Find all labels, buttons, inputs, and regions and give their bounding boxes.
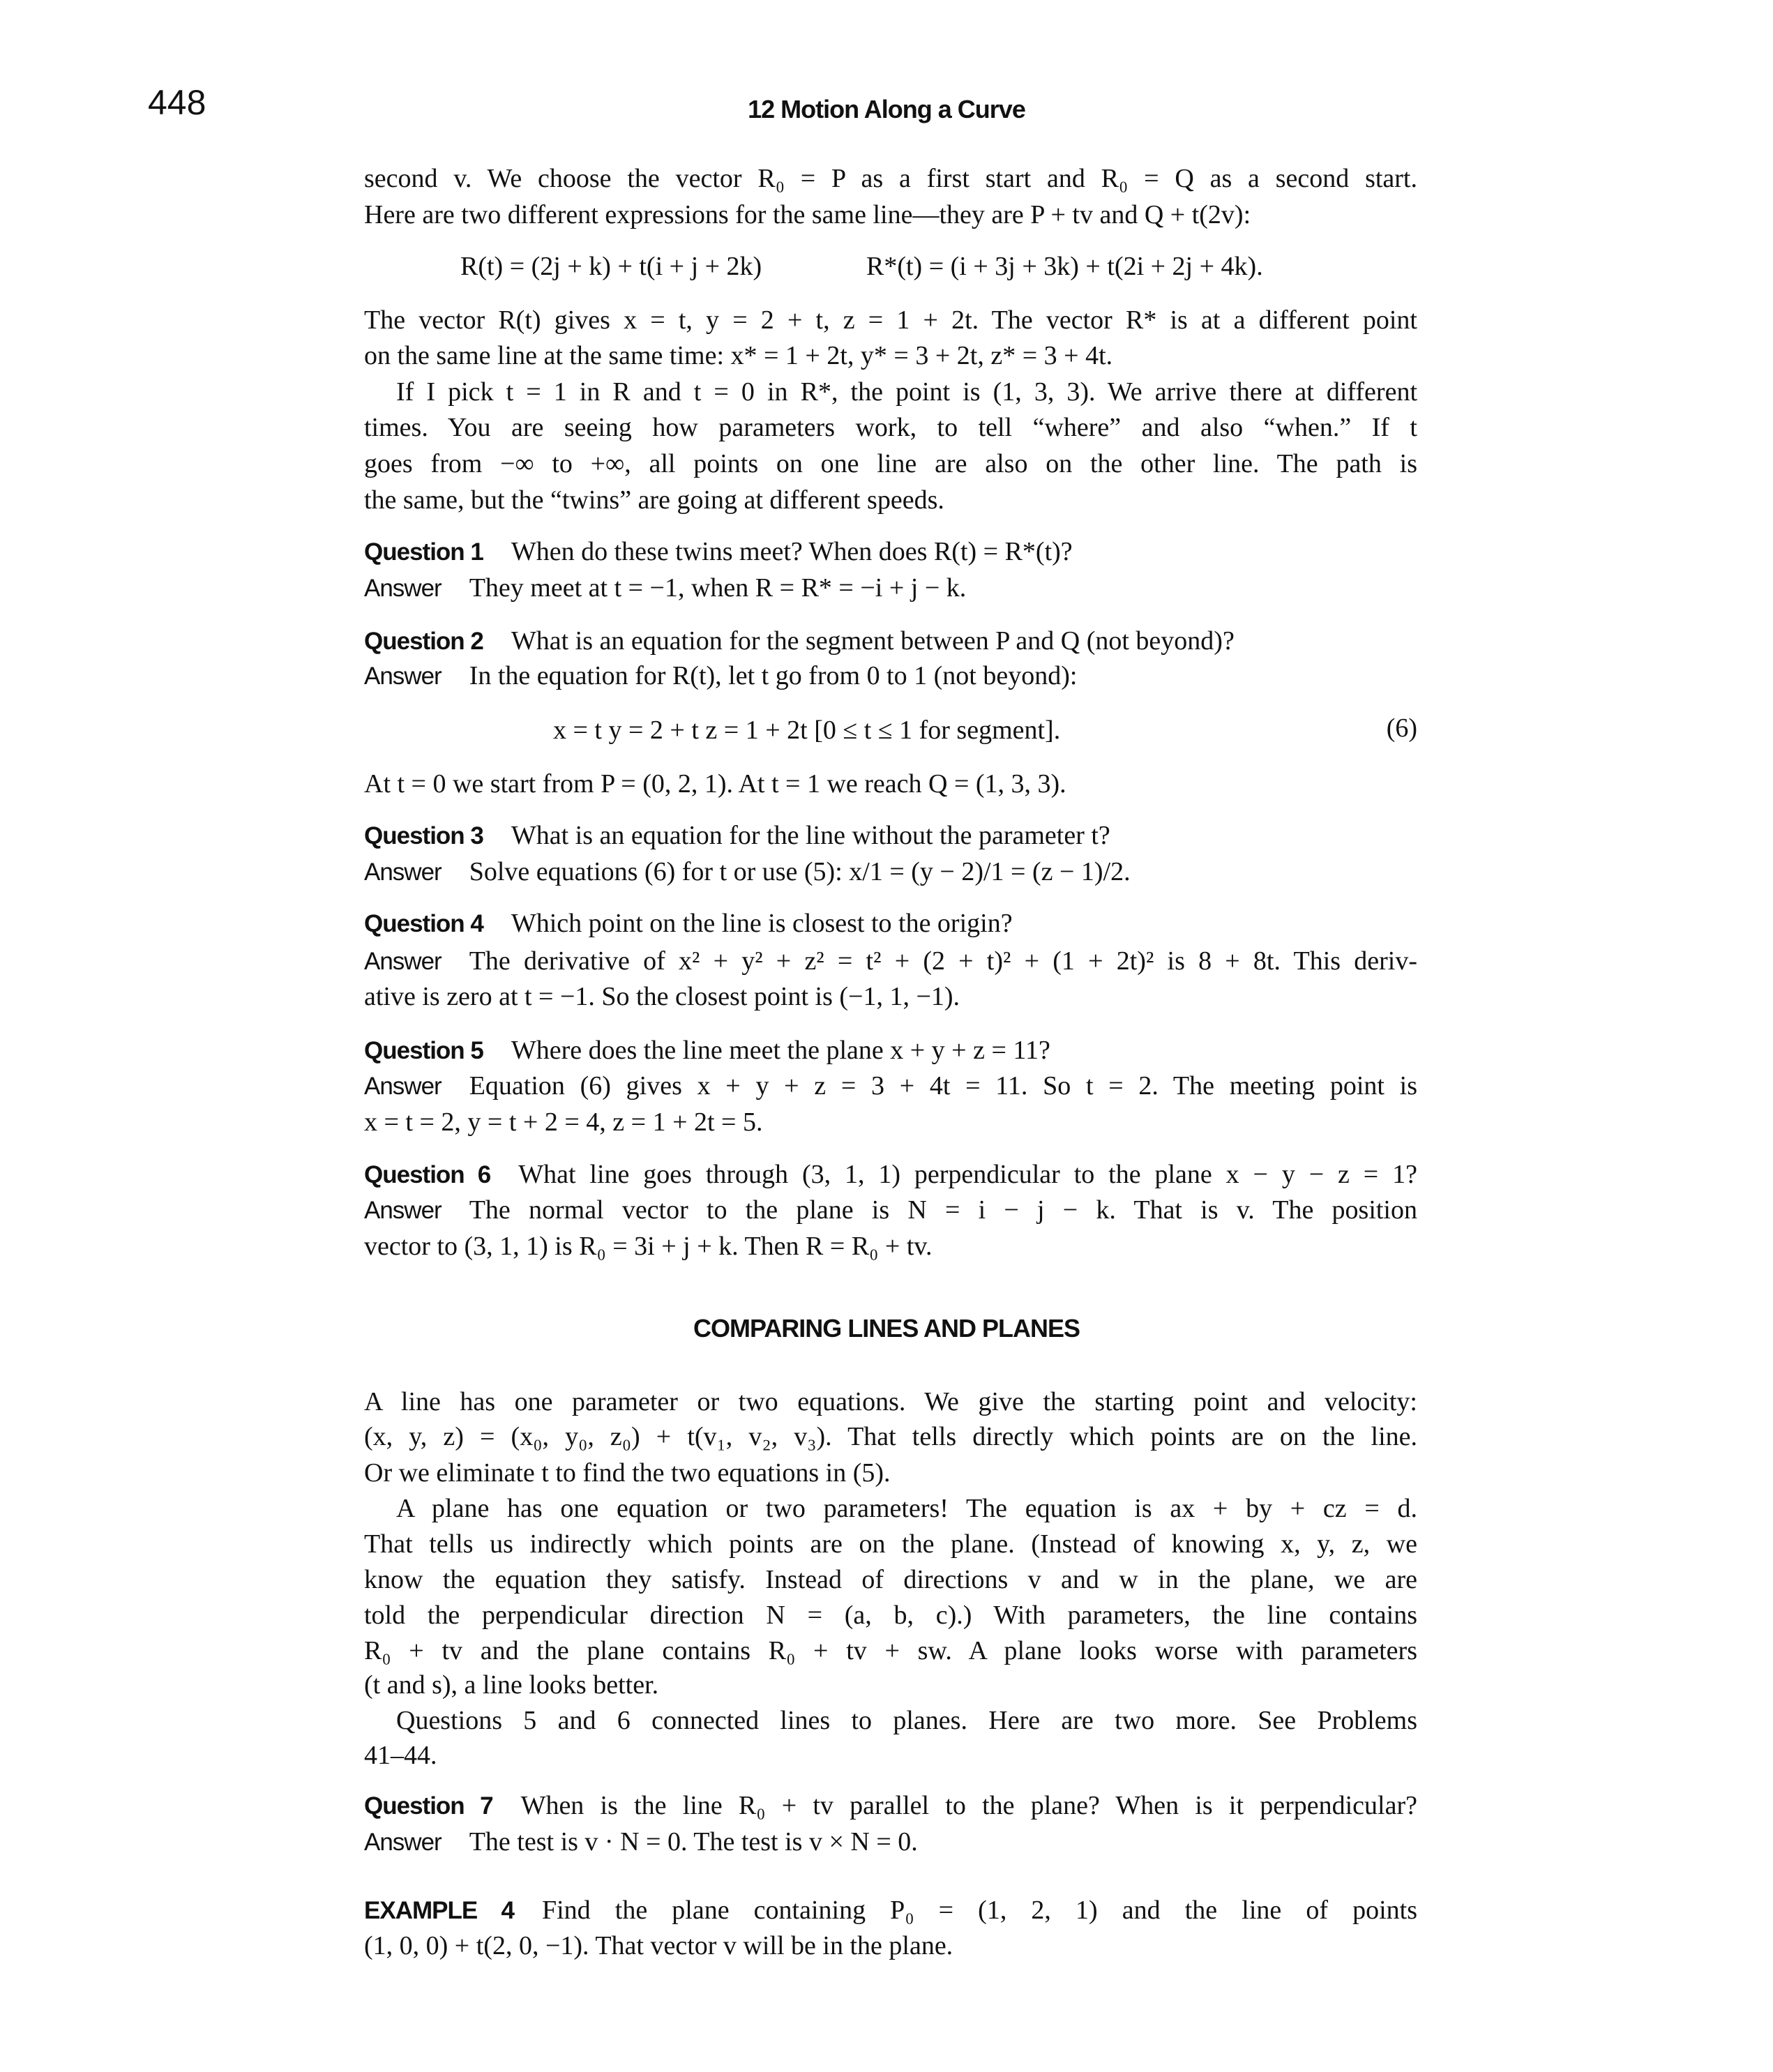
answer-label: Answer [364, 1829, 442, 1856]
question-line [364, 1157, 1417, 1193]
line-text: x = t = 2, y = t + 2 = 4, z = 1 + 2t = 5. [364, 1107, 763, 1137]
text-line [364, 1562, 1417, 1597]
question-line [364, 906, 1417, 942]
text-line [364, 1229, 1417, 1264]
question-label: Question 1 [364, 538, 483, 566]
line-text: goes from −∞ to +∞, all points on one line are also on the other line. The path is [364, 449, 1417, 478]
equation-r-star: R*(t) = (i + 3j + 3k) + t(2i + 2j + 4k). [866, 252, 1263, 281]
line-text: (1, 0, 0) + t(2, 0, −1). That vector v will be in the plane. [364, 1931, 953, 1960]
text-line [364, 197, 1417, 232]
line-text: told the perpendicular direction N = (a, b, c).) With parameters, the line contains [364, 1601, 1417, 1630]
text-line [364, 1598, 1417, 1633]
question-line [364, 623, 1417, 659]
answer-label: Answer [364, 859, 442, 886]
text-line [364, 1419, 1417, 1454]
line-text: Questions 5 and 6 connected lines to planes. Here are two more. See Problems [396, 1706, 1417, 1735]
text-line [364, 1455, 1417, 1490]
line-text: In the equation for R(t), let t go from 0 to 1 (not beyond): [469, 661, 1078, 690]
line-text: Equation (6) gives x + y + z = 3 + 4t = 11. So t = 2. The meeting point is [469, 1071, 1417, 1101]
line-text: The normal vector to the plane is N = i − j − k. That is v. The position [469, 1195, 1417, 1225]
text-line [364, 1928, 1417, 1963]
line-text: (t and s), a line looks better. [364, 1670, 659, 1700]
text-line [364, 161, 1417, 196]
line-text: A line has one parameter or two equations. We give the starting point and velocity: [364, 1387, 1417, 1416]
equation-6: x = t y = 2 + t z = 1 + 2t [0 ≤ t ≤ 1 for segment]. [553, 716, 1061, 745]
text-line [364, 1105, 1417, 1140]
text-line [364, 766, 1417, 801]
line-text: What is an equation for the segment between P and Q (not beyond)? [511, 626, 1235, 656]
line-text: If I pick t = 1 in R and t = 0 in R*, the point is (1, 3, 3). We arrive there at different [396, 377, 1417, 407]
answer-line [364, 944, 1417, 979]
text-line [364, 1738, 1417, 1773]
line-text: A plane has one equation or two parameters! The equation is ax + by + cz = d. [396, 1494, 1417, 1523]
line-text: times. You are seeing how parameters work, to tell “where” and also “when.” If t [364, 413, 1417, 442]
text-line [396, 1703, 1417, 1738]
line-text: When is the line R₀ + tv parallel to the plane? When is it perpendicular? [520, 1791, 1417, 1820]
text-line [364, 338, 1417, 373]
answer-label: Answer [364, 575, 442, 602]
line-text: (x, y, z) = (x₀, y₀, z₀) + t(v₁, v₂, v₃). That tells directly which points are on the line. [364, 1422, 1417, 1451]
line-text: 41–44. [364, 1741, 437, 1770]
answer-line [364, 1068, 1417, 1104]
question-label: Question 2 [364, 628, 483, 655]
text-line [364, 1527, 1417, 1561]
line-text: Solve equations (6) for t or use (5): x/1 = (y − 2)/1 = (z − 1)/2. [469, 857, 1131, 886]
line-text: second v. We choose the vector R₀ = P as a first start and R₀ = Q as a second start. [364, 164, 1417, 193]
line-text: That tells us indirectly which points are on the plane. (Instead of knowing x, y, z, we [364, 1529, 1417, 1559]
line-text: At t = 0 we start from P = (0, 2, 1). At t = 1 we reach Q = (1, 3, 3). [364, 769, 1066, 799]
text-line [364, 1668, 1417, 1702]
answer-label: Answer [364, 1073, 442, 1100]
line-text: Where does the line meet the plane x + y + z = 11? [511, 1036, 1050, 1065]
line-text: They meet at t = −1, when R = R* = −i + j − k. [469, 573, 967, 603]
answer-label: Answer [364, 948, 442, 975]
line-text: What is an equation for the line without the parameter t? [511, 821, 1110, 850]
question-label: Question 6 [364, 1161, 491, 1188]
question-line [364, 1788, 1417, 1824]
text-line [396, 1491, 1417, 1526]
text-line [364, 303, 1417, 338]
answer-line [364, 570, 1417, 606]
line-text: Or we eliminate t to find the two equations in (5). [364, 1458, 891, 1488]
answer-label: Answer [364, 663, 442, 690]
question-label: Question 7 [364, 1792, 493, 1820]
text-line [364, 979, 1417, 1014]
answer-line [364, 658, 1417, 694]
text-line [364, 446, 1417, 481]
equation-r: R(t) = (2j + k) + t(i + j + 2k) [460, 252, 762, 281]
section-heading: COMPARING LINES AND PLANES [693, 1314, 1080, 1343]
question-line [364, 818, 1417, 854]
line-text: R₀ + tv and the plane contains R₀ + tv + sw. A plane looks worse with parameters [364, 1636, 1417, 1665]
line-text: When do these twins meet? When does R(t) = R*(t)? [511, 537, 1073, 566]
line-text: The derivative of x² + y² + z² = t² + (2 + t)² + (1 + 2t)² is 8 + 8t. This deriv- [469, 946, 1417, 976]
line-text: know the equation they satisfy. Instead of directions v and w in the plane, we are [364, 1565, 1417, 1594]
answer-label: Answer [364, 1197, 442, 1224]
question-line [364, 1033, 1417, 1068]
text-line [364, 483, 1417, 517]
equation-number: (6) [1386, 713, 1417, 743]
answer-line [364, 854, 1417, 890]
question-label: Question 5 [364, 1037, 483, 1064]
line-text: ative is zero at t = −1. So the closest point is (−1, 1, −1). [364, 982, 960, 1011]
running-head: 12 Motion Along a Curve [748, 95, 1025, 123]
text-line [364, 1633, 1417, 1668]
page-number: 448 [148, 83, 206, 122]
line-text: Find the plane containing P₀ = (1, 2, 1) and the line of points [541, 1896, 1417, 1925]
text-line [364, 1384, 1417, 1419]
line-text: Here are two different expressions for the same line—they are P + tv and Q + t(2v): [364, 200, 1251, 229]
line-text: The vector R(t) gives x = t, y = 2 + t, z = 1 + 2t. The vector R* is at a different point [364, 305, 1417, 335]
answer-line [364, 1824, 1417, 1860]
question-line [364, 1893, 1417, 1928]
line-text: on the same line at the same time: x* = 1 + 2t, y* = 3 + 2t, z* = 3 + 4t. [364, 341, 1113, 370]
question-label: EXAMPLE 4 [364, 1897, 514, 1924]
text-line [396, 375, 1417, 409]
question-label: Question 4 [364, 910, 483, 937]
line-text: The test is v · N = 0. The test is v × N = 0. [469, 1827, 918, 1857]
answer-line [364, 1193, 1417, 1228]
line-text: Which point on the line is closest to the origin? [511, 909, 1013, 938]
line-text: the same, but the “twins” are going at different speeds. [364, 485, 944, 515]
text-line [364, 410, 1417, 445]
question-label: Question 3 [364, 822, 483, 849]
line-text: vector to (3, 1, 1) is R₀ = 3i + j + k. Then R = R₀ + tv. [364, 1232, 933, 1261]
line-text: What line goes through (3, 1, 1) perpendicular to the plane x − y − z = 1? [518, 1160, 1417, 1189]
question-line [364, 534, 1417, 570]
